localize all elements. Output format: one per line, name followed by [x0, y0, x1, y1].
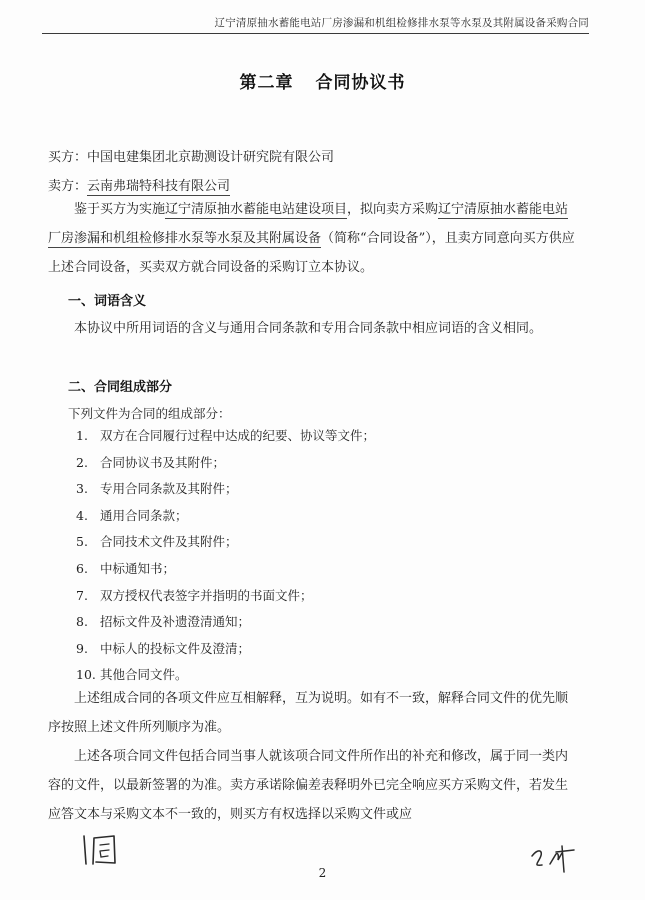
list-item: 6. 中标通知书； [76, 560, 176, 576]
list-item: 7. 双方授权代表签字并指明的书面文件； [76, 587, 313, 603]
intro-text-a: 鉴于买方为实施 [74, 202, 166, 217]
project-name: 辽宁清原抽水蓄能电站建设项目 [165, 202, 348, 217]
running-header: 辽宁清原抽水蓄能电站厂房渗漏和机组检修排水泵等水泵及其附属设备采购合同 [214, 17, 589, 29]
list-item: 4. 通用合同条款； [76, 507, 188, 523]
chapter-title [0, 68, 645, 93]
buyer-line [48, 146, 593, 165]
list-item: 1. 双方在合同履行过程中达成的纪要、协议等文件； [76, 428, 376, 443]
section-1-heading: 一、词语含义 [68, 294, 147, 309]
page-number: 2 [318, 866, 327, 880]
seller-label: 卖方： [48, 179, 88, 194]
handwritten-initial-left [78, 830, 128, 868]
chapter-name: 合同协议书 [315, 73, 406, 93]
intro-text-c: （简称“合同设备”），且卖方同意向买方供应上述合同设备，买卖双方就合同设备的采购订立本协议。 [48, 231, 575, 275]
list-item: 9. 中标人的投标文件及澄清； [76, 640, 251, 656]
contract-documents-list [76, 426, 375, 692]
precedence-paragraph: 上述组成合同的各项文件应互相解释，互为说明。如有不一致，解释合同文件的优先顺序按照上述文件所列顺序为准。 [48, 691, 569, 735]
seller-line [48, 175, 593, 194]
section-2-intro: 下列文件为合同的组成部分： [68, 406, 231, 421]
list-item: 3. 专用合同条款及其附件； [76, 481, 238, 497]
list-item: 8. 招标文件及补遗澄清通知； [76, 614, 251, 630]
section-2-heading: 二、合同组成部分 [68, 380, 173, 395]
header-rule [42, 33, 589, 34]
list-item: 10. 其他合同文件。 [76, 667, 188, 683]
intro-text-b: ，拟向卖方采购 [347, 202, 439, 217]
buyer-name: 中国电建集团北京勘测设计研究院有限公司 [87, 150, 335, 165]
list-item: 2. 合同协议书及其附件； [76, 454, 226, 470]
seller-name: 云南弗瑞特科技有限公司 [87, 179, 231, 194]
goods-name: 辽宁清原抽水蓄能电站厂房渗漏和机组检修排水泵等水泵及其附属设备 [48, 202, 569, 246]
chapter-number: 第二章 [239, 73, 294, 93]
intro-paragraph [48, 195, 578, 282]
list-item: 5. 合同技术文件及其附件； [76, 534, 238, 550]
amendment-paragraph: 上述各项合同文件包括合同当事人就该项合同文件所作出的补充和修改，属于同一类内容的文件，以最新签署的为准。卖方承诺除偏差表释明外已完全响应买方采购文件，若发生应答文本与采购文本不一致的，则买方有权选择以采购文件或应 [48, 749, 569, 822]
section-1-text: 本协议中所用词语的含义与通用合同条款和专用合同条款中相应词语的含义相同。 [74, 321, 543, 336]
buyer-label: 买方： [48, 150, 88, 165]
